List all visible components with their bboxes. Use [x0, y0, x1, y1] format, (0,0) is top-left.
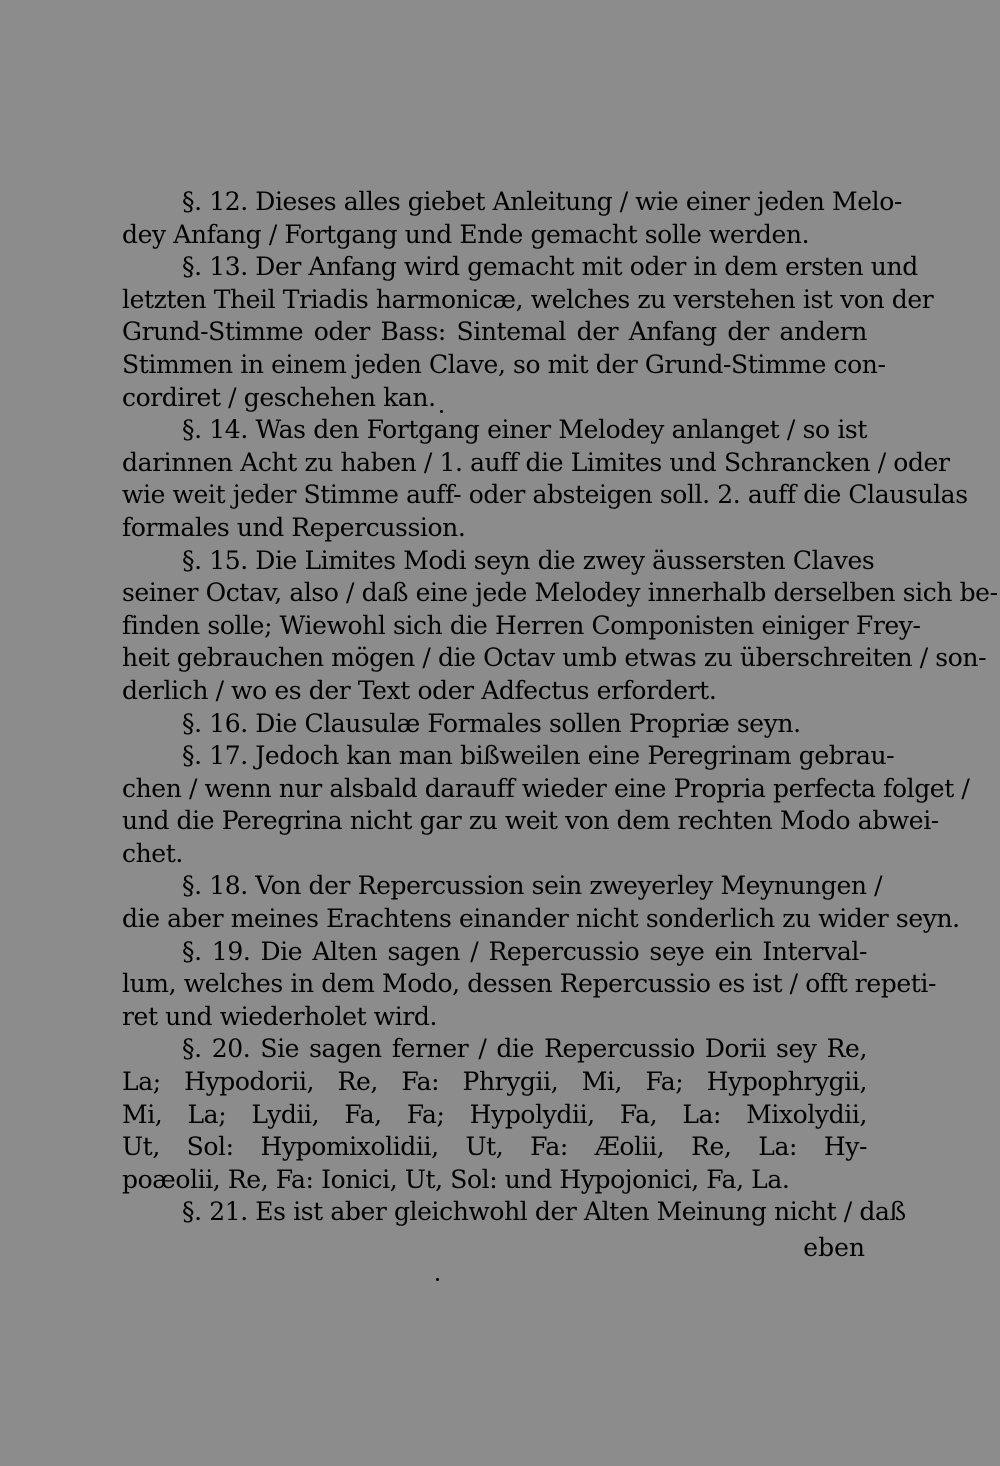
paragraph-line: poæolii, Re, Fa: Ionici, Ut, Sol: und Hypojonici, Fa, La. — [122, 1164, 790, 1194]
paragraph-first-line: §. 20. Sie sagen ferner / die Repercussio Dorii sey Re, — [182, 1034, 867, 1064]
paragraph-line: chet. — [122, 838, 183, 868]
paragraph-line: seiner Octav, also / daß eine jede Melodey innerhalb derselben sich be- — [122, 578, 998, 608]
paragraph-first-line: §. 12. Dieses alles giebet Anleitung / wie einer jeden Melo- — [182, 187, 902, 216]
paragraph-line: Mi, La; Lydii, Fa, Fa; Hypolydii, Fa, La: Mixolydii, — [122, 1099, 867, 1129]
paragraph-first-line: §. 17. Jedoch kan man bißweilen eine Peregrinam gebrau- — [182, 741, 895, 771]
paragraph-line: wie weit jeder Stimme auff- oder absteigen soll. 2. auff die Clausulas — [122, 480, 968, 510]
paragraph-line: Ut, Sol: Hypomixolidii, Ut, Fa: Æolii, Re, La: Hy- — [122, 1132, 867, 1162]
paragraph-line: ret und wiederholet wird. — [122, 1001, 438, 1031]
paragraph-line: darinnen Acht zu haben / 1. auff die Limites und Schrancken / oder — [122, 447, 950, 477]
paragraph-line: dey Anfang / Fortgang und Ende gemacht solle werden. — [122, 219, 810, 249]
paragraph-first-line: §. 14. Was den Fortgang einer Melodey anlanget / so ist — [182, 415, 867, 445]
paragraph-first-line: §. 13. Der Anfang wird gemacht mit oder in dem ersten und — [182, 252, 918, 282]
catchword: eben — [803, 1233, 865, 1262]
ink-speck — [440, 410, 443, 413]
ink-speck — [436, 1278, 439, 1281]
paragraph-line: heit gebrauchen mögen / die Octav umb etwas zu überschreiten / son- — [122, 643, 987, 673]
paragraph-first-line: §. 15. Die Limites Modi seyn die zwey äussersten Claves — [182, 545, 875, 575]
paragraph-line: finden solle; Wiewohl sich die Herren Componisten einiger Frey- — [122, 610, 921, 640]
paragraph-line: cordiret / geschehen kan. — [122, 382, 436, 412]
paragraph-first-line: §. 16. Die Clausulæ Formales sollen Propriæ seyn. — [182, 708, 801, 738]
paragraph-first-line: §. 21. Es ist aber gleichwohl der Alten Meinung nicht / daß — [182, 1197, 906, 1227]
paragraph-line: lum, welches in dem Modo, dessen Repercussio es ist / offt repeti- — [122, 969, 937, 999]
paragraph-first-line: §. 18. Von der Repercussion sein zweyerley Meynungen / — [182, 871, 883, 901]
paragraph-line: La; Hypodorii, Re, Fa: Phrygii, Mi, Fa; Hypophrygii, — [122, 1067, 867, 1097]
paragraph-line: chen / wenn nur alsbald darauff wieder eine Propria perfecta folget / — [122, 773, 970, 803]
paragraph-line: Grund-Stimme oder Bass: Sintemal der Anfang der andern — [122, 317, 867, 347]
paragraph-line: die aber meines Erachtens einander nicht sonderlich zu wider seyn. — [122, 904, 960, 934]
paragraph-line: und die Peregrina nicht gar zu weit von dem rechten Modo abwei- — [122, 806, 939, 836]
paragraph-line: letzten Theil Triadis harmonicæ, welches zu verstehen ist von der — [122, 284, 934, 314]
paragraph-line: formales und Repercussion. — [122, 512, 466, 542]
paragraph-line: Stimmen in einem jeden Clave, so mit der Grund-Stimme con- — [122, 349, 886, 379]
page-text — [122, 186, 998, 1229]
paragraph-first-line: §. 19. Die Alten sagen / Repercussio seye ein Interval- — [182, 936, 867, 966]
paragraph-line: derlich / wo es der Text oder Adfectus erfordert. — [122, 675, 717, 705]
